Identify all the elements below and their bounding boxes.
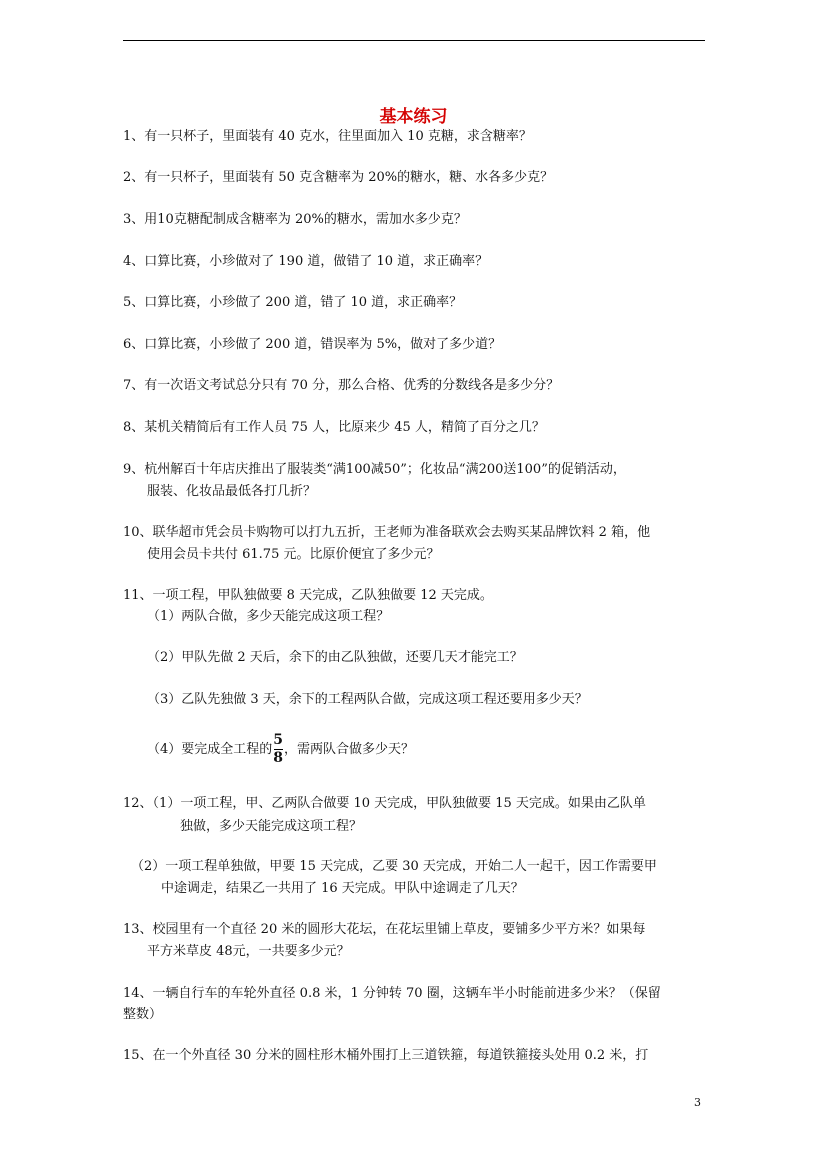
question-8: 8、某机关精简后有工作人员 75 人，比原来少 45 人，精简了百分之几？ xyxy=(123,420,545,435)
question-12-1-line-2: 独做，多少天能完成这项工程？ xyxy=(180,819,363,834)
question-5: 5、口算比赛，小珍做了 200 道，错了 10 道，求正确率？ xyxy=(123,295,463,310)
page-title: 基本练习 xyxy=(379,107,448,127)
question-10-line-2: 使用会员卡共付 61.75 元。比原价便宜了多少元？ xyxy=(147,547,440,562)
question-13-line-1: 13、校园里有一个直径 20 米的圆形大花坛，在花坛里铺上草皮，要铺多少平方米？如果每 xyxy=(123,922,646,937)
question-15: 15、在一个外直径 30 分米的圆柱形木桶外围打上三道铁箍，每道铁箍接头处用 0.2 米，打 xyxy=(123,1048,649,1063)
question-12-2-line-1: （2）一项工程单独做，甲要 15 天完成，乙要 30 天完成，开始二人一起干，因工作需要甲 xyxy=(131,859,657,874)
question-11-4-prefix: （4）要完成全工程的 xyxy=(147,742,273,757)
question-7: 7、有一次语文考试总分只有 70 分，那么合格、优秀的分数线各是多少分？ xyxy=(123,378,560,393)
question-11-4 xyxy=(147,733,414,766)
fraction-numerator: 5 xyxy=(273,732,284,748)
question-13-line-2: 平方米草皮 48元，一共要多少元？ xyxy=(147,944,350,959)
question-4: 4、口算比赛，小珍做对了 190 道，做错了 10 道，求正确率？ xyxy=(123,254,489,269)
question-11-2: （2）甲队先做 2 天后，余下的由乙队独做，还要几天才能完工？ xyxy=(147,650,523,665)
question-11-4-suffix: ，需两队合做多少天？ xyxy=(284,742,415,757)
question-9-line-2: 服装、化妆品最低各打几折？ xyxy=(147,484,317,499)
question-11-1: （1）两队合做，多少天能完成这项工程？ xyxy=(147,609,390,624)
header-rule xyxy=(123,40,705,41)
question-3: 3、用10克糖配制成含糖率为 20%的糖水，需加水多少克？ xyxy=(123,212,467,227)
question-6: 6、口算比赛，小珍做了 200 道，错误率为 5%，做对了多少道？ xyxy=(123,337,502,352)
question-1: 1、有一只杯子，里面装有 40 克水，往里面加入 10 克糖，求含糖率？ xyxy=(123,129,532,144)
question-2: 2、有一只杯子，里面装有 50 克含糖率为 20%的糖水，糖、水各多少克？ xyxy=(123,170,554,185)
question-14-line-1: 14、一辆自行车的车轮外直径 0.8 米，1 分钟转 70 圈，这辆车半小时能前进多少米？（保留 xyxy=(123,986,661,1001)
question-10-line-1: 10、联华超市凭会员卡购物可以打九五折，王老师为准备联欢会去购买某品牌饮料 2 箱，他 xyxy=(123,525,651,540)
question-12-1-line-1: 12、（1）一项工程，甲、乙两队合做要 10 天完成，甲队独做要 15 天完成。如果由乙队单 xyxy=(123,796,646,811)
question-11: 11、一项工程，甲队独做要 8 天完成，乙队独做要 12 天完成。 xyxy=(123,588,493,603)
question-14-line-2: 整数） xyxy=(123,1007,163,1022)
fraction xyxy=(273,733,283,766)
fraction-denominator: 8 xyxy=(273,750,284,766)
question-9-line-1: 9、杭州解百十年店庆推出了服装类“满100减50”；化妆品“满200送100”的促销活动， xyxy=(123,462,626,477)
question-11-3: （3）乙队先独做 3 天，余下的工程两队合做，完成这项工程还要用多少天？ xyxy=(147,692,588,707)
question-12-2-line-2: 中途调走，结果乙一共用了 16 天完成。甲队中途调走了几天？ xyxy=(161,881,524,896)
page-number: 3 xyxy=(694,1096,701,1109)
